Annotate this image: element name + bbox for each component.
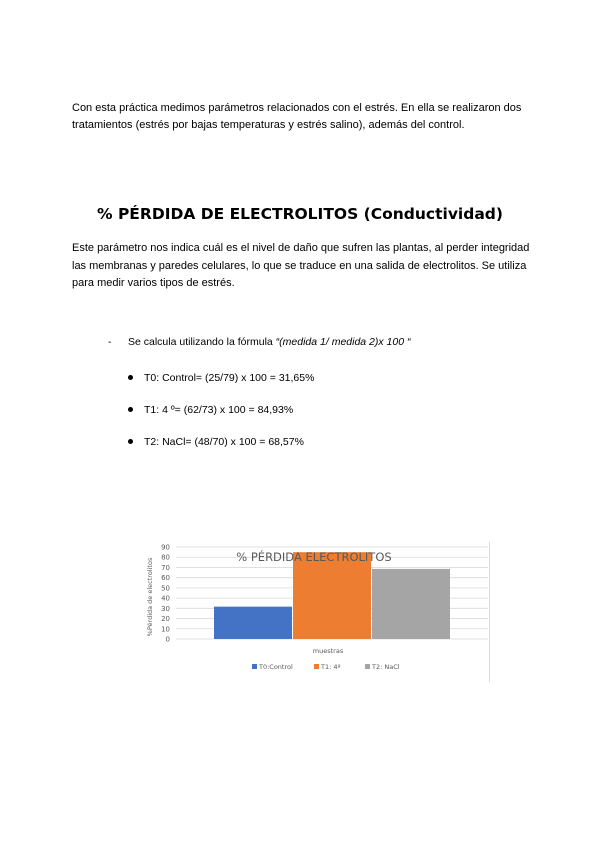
- bullet-text: T1: 4 º= (62/73) x 100 = 84,93%: [144, 404, 294, 416]
- bullet-item-t2: [128, 436, 304, 448]
- section-heading: % PÉRDIDA DE ELECTROLITOS (Conductividad): [97, 205, 503, 223]
- description-paragraph: Este parámetro nos indica cuál es el nivel de daño que sufren las plantas, al perder integridad las membranas y paredes celulares, lo que se traduce en una salida de electrolitos. Se utiliza para medir varios tipos de estrés.: [72, 242, 530, 289]
- bullet-text: T0: Control= (25/79) x 100 = 31,65%: [144, 372, 315, 384]
- y-tick-label: 60: [161, 574, 170, 583]
- y-tick-label: 70: [161, 563, 170, 572]
- bar-0: [214, 607, 292, 639]
- legend-label: T1: 4º: [321, 663, 341, 671]
- bullet-item-t1: [128, 404, 293, 416]
- legend-label: T2: NaCl: [372, 663, 400, 671]
- x-axis-label: muestras: [312, 647, 344, 655]
- chart-title: % PÉRDIDA ELECTROLITOS: [236, 550, 392, 564]
- bullet-dot-icon: [128, 407, 133, 412]
- y-tick-label: 30: [161, 604, 170, 613]
- formula-text: [128, 336, 411, 348]
- y-tick-label: 40: [161, 594, 170, 603]
- y-tick-label: 80: [161, 553, 170, 562]
- y-axis-label: %Pérdida de electrolitos: [146, 557, 154, 637]
- legend-swatch: [365, 664, 370, 669]
- y-tick-label: 50: [161, 584, 170, 593]
- formula-lead: Se calcula utilizando la fórmula: [128, 336, 276, 348]
- electrolyte-loss-chart: [146, 540, 490, 684]
- bullet-dot-icon: [128, 439, 133, 444]
- y-tick-label: 90: [161, 543, 170, 552]
- legend-label: T0:Control: [259, 663, 293, 671]
- bar-1: [293, 552, 371, 639]
- chart-legend: [252, 663, 400, 671]
- legend-swatch: [314, 664, 319, 669]
- bar-2: [372, 569, 450, 639]
- dash-marker: -: [108, 336, 112, 348]
- bullet-dot-icon: [128, 375, 133, 380]
- legend-swatch: [252, 664, 257, 669]
- y-tick-label: 10: [161, 625, 170, 634]
- intro-paragraph: Con esta práctica medimos parámetros relacionados con el estrés. En ella se realizaron dos tratamientos (estrés por bajas temperaturas y estrés salino), además del control.: [72, 102, 522, 131]
- y-tick-label: 20: [161, 615, 170, 624]
- bullet-item-t0: [128, 372, 314, 384]
- bullet-text: T2: NaCl= (48/70) x 100 = 68,57%: [144, 436, 304, 448]
- y-tick-label: 0: [165, 635, 170, 644]
- formula-expression: “(medida 1/ medida 2)x 100 “: [275, 336, 411, 348]
